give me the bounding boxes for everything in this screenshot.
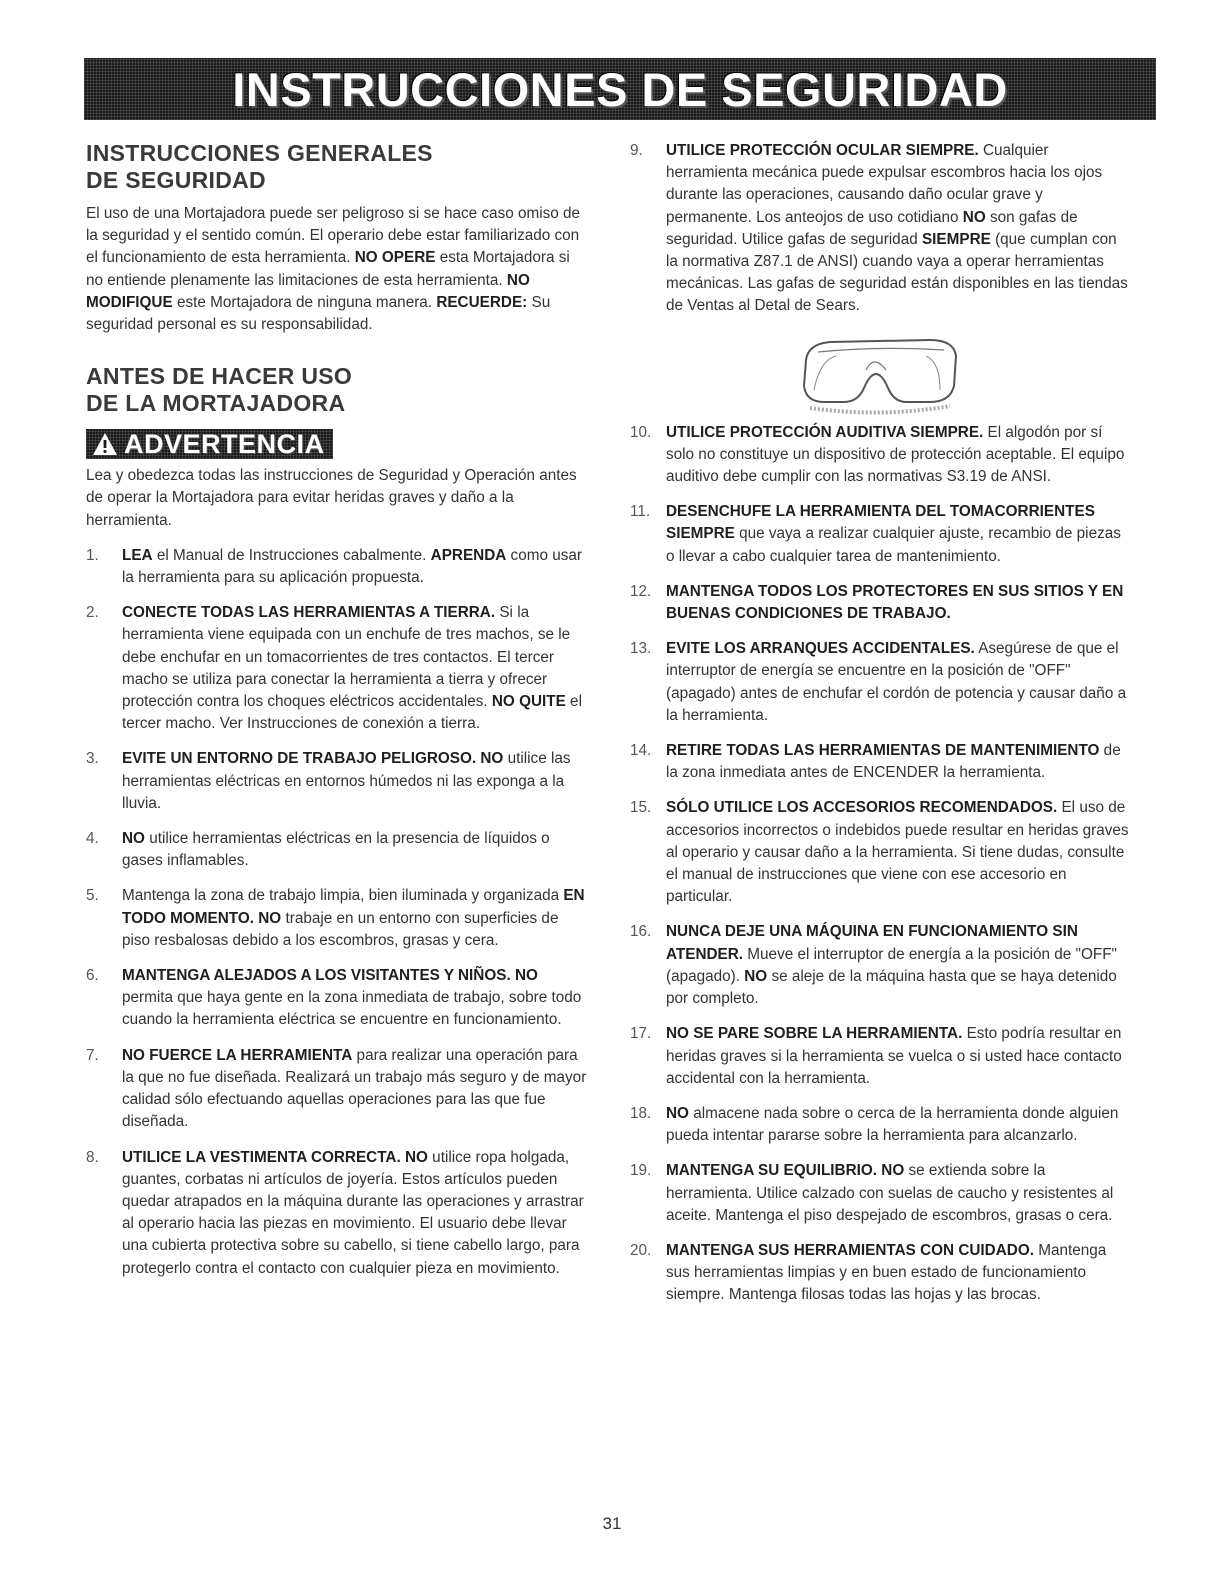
item-bold-text: NO bbox=[962, 208, 986, 226]
item-bold-text: LEA bbox=[122, 546, 153, 564]
item-number: 13. bbox=[630, 640, 652, 658]
item-bold-text: NO bbox=[666, 1104, 689, 1122]
item-plain-text: El uso de accesorios incorrectos o indebidos puede resultar en heridas graves al operario y causar daño a la herramienta. Si tiene dudas, consulte el manual de instrucciones que viene con ese accesorio en particular. bbox=[666, 799, 1129, 906]
item-number: 9. bbox=[630, 142, 643, 159]
item-bold-text: EVITE LOS ARRANQUES ACCIDENTALES. bbox=[666, 640, 975, 658]
item-bold-text: SIEMPRE bbox=[921, 230, 991, 248]
safety-list-left bbox=[86, 545, 590, 1280]
banner-title: INSTRUCCIONES DE SEGURIDAD bbox=[232, 62, 1008, 116]
item-text bbox=[666, 638, 1130, 727]
item-plain-text: Asegúrese de que el interruptor de energía se encuentre en la posición de "OFF" (apagado) antes de enchufar el cordón de potencia y causar daño a la herramienta. bbox=[666, 640, 1127, 724]
item-plain-text: utilice herramientas eléctricas en la presencia de líquidos o gases inflamables. bbox=[122, 830, 550, 870]
item-bold-text: RETIRE TODAS LAS HERRAMIENTAS DE MANTENIMIENTO bbox=[666, 742, 1100, 760]
left-column bbox=[86, 140, 590, 1280]
item-plain-text: almacene nada sobre o cerca de la herramienta donde alguien pueda intentar pararse sobre la herramienta para alcanzarlo. bbox=[666, 1104, 1119, 1145]
item-bold-text: DESENCHUFE LA HERRAMIENTA DEL TOMACORRIENTES SIEMPRE bbox=[666, 503, 1095, 543]
item-text bbox=[666, 1240, 1130, 1307]
item-number: 19. bbox=[630, 1162, 652, 1180]
item-plain-text: son gafas de seguridad. Utilice gafas de seguridad bbox=[666, 208, 1078, 248]
item-text bbox=[666, 1160, 1130, 1227]
item-text bbox=[666, 921, 1130, 1010]
item-plain-text: El algodón por sí solo no constituye un dispositivo de protección aceptable. El equipo auditivo debe cumplir con las normativas S3.19 de ANSI. bbox=[666, 423, 1125, 486]
safety-list-right-bottom bbox=[630, 422, 1130, 1307]
safety-item bbox=[630, 797, 1130, 908]
warning-label: ADVERTENCIA bbox=[124, 428, 325, 459]
safety-item bbox=[86, 748, 590, 815]
warning-banner bbox=[86, 429, 333, 459]
item-bold-text: NO bbox=[122, 830, 145, 848]
safety-item bbox=[86, 1045, 590, 1134]
safety-list-right-top bbox=[630, 140, 1130, 318]
item-plain-text: Esto podría resultar en heridas graves si la herramienta se vuelca o si usted hace contacto accidental con la herramienta. bbox=[666, 1025, 1122, 1087]
item-number: 4. bbox=[86, 830, 99, 848]
safety-item bbox=[630, 501, 1130, 568]
item-number: 14. bbox=[630, 742, 652, 760]
safety-item bbox=[630, 1023, 1130, 1090]
item-plain-text: como usar la herramienta para su aplicación propuesta. bbox=[122, 546, 582, 587]
item-text bbox=[122, 748, 590, 815]
item-plain-text: (que cumplan con la normativa Z87.1 de ANSI) cuando vaya a operar herramientas mecánicas. Las gafas de seguridad están disponibles en las tiendas de Ventas al Detal de Sears. bbox=[666, 230, 1128, 315]
item-plain-text: trabaje en un entorno con superficies de piso resbalosas debido a los escombros, grasas y cera. bbox=[122, 909, 559, 949]
item-text bbox=[122, 828, 590, 872]
item-plain-text: Mueve el interruptor de energía a la posición de "OFF" (apagado). bbox=[666, 945, 1117, 985]
item-bold-text: NO QUITE bbox=[491, 693, 566, 711]
item-text bbox=[666, 1023, 1130, 1090]
item-plain-text: se extienda sobre la herramienta. Utilice calzado con suelas de caucho y resistentes al aceite. Mantenga el piso despejado de escombros, grasas o cera. bbox=[666, 1162, 1114, 1224]
item-number: 8. bbox=[86, 1148, 99, 1166]
safety-item bbox=[630, 1103, 1130, 1147]
item-number: 17. bbox=[630, 1025, 652, 1043]
item-plain-text: de la zona inmediata antes de ENCENDER la herramienta. bbox=[666, 742, 1121, 782]
item-plain-text: Mantenga la zona de trabajo limpia, bien iluminada y organizada bbox=[122, 887, 564, 905]
item-text bbox=[122, 602, 590, 735]
item-bold-text: NO FUERCE LA HERRAMIENTA bbox=[122, 1046, 353, 1064]
safety-item bbox=[630, 422, 1130, 489]
general-safety-paragraph: El uso de una Mortajadora puede ser peligroso si se hace caso omiso de la seguridad y el sentido común. El operario debe estar familiarizado con el funcionamiento de esta herramienta. NO OPERE esta Mortajadora si no entiende plenamente las limitaciones de esta herramienta. NO MODIFIQUE este Mortajadora de ninguna manera. RECUERDE: Su seguridad personal es su responsabilidad. bbox=[86, 205, 581, 334]
item-plain-text: que vaya a realizar cualquier ajuste, recambio de piezas o llevar a cabo cualquier tarea de mantenimiento. bbox=[666, 525, 1121, 565]
item-plain-text: Mantenga sus herramientas limpias y en buen estado de funcionamiento siempre. Mantenga filosas todas las hojas y las brocas. bbox=[666, 1241, 1107, 1304]
item-bold-text: UTILICE PROTECCIÓN OCULAR SIEMPRE. bbox=[666, 142, 979, 159]
item-plain-text: Si la herramienta viene equipada con un enchufe de tres machos, se le debe enchufar en un tomacorrientes de tres contactos. El tercer macho se utiliza para conectar la herramienta a tierra y ofrecer protección contra los choques eléctricos accidentales. bbox=[122, 604, 571, 711]
item-bold-text: CONECTE TODAS LAS HERRAMIENTAS A TIERRA. bbox=[122, 604, 496, 622]
safety-item bbox=[630, 638, 1130, 727]
safety-goggles-icon bbox=[790, 330, 970, 418]
safety-item bbox=[86, 1147, 590, 1280]
item-plain-text: utilice ropa holgada, guantes, corbatas ni artículos de joyería. Estos artículos pueden quedar atrapados en la máquina durante las operaciones y arrastrar al operario hacia las piezas en movimiento. El usuario debe llevar una cubierta protectiva sobre su cabello, si tiene cabello largo, para protegerlo contra el contacto con cualquier pieza en movimiento. bbox=[122, 1148, 584, 1277]
item-bold-text: MANTENGA SUS HERRAMIENTAS CON CUIDADO. bbox=[666, 1241, 1034, 1259]
item-text bbox=[122, 1045, 590, 1134]
safety-item bbox=[630, 740, 1130, 784]
item-bold-text: EN TODO MOMENTO. NO bbox=[122, 887, 585, 927]
item-bold-text: UTILICE LA VESTIMENTA CORRECTA. NO bbox=[122, 1148, 428, 1166]
before-use-heading: ANTES DE HACER USO DE LA MORTAJADORA bbox=[86, 363, 353, 417]
item-bold-text: MANTENGA SU EQUILIBRIO. NO bbox=[666, 1162, 905, 1180]
item-text bbox=[122, 545, 590, 589]
item-text bbox=[666, 1103, 1130, 1147]
item-number: 1. bbox=[86, 546, 99, 564]
safety-item bbox=[86, 828, 590, 872]
safety-item bbox=[630, 140, 1130, 318]
item-bold-text: APRENDA bbox=[430, 546, 507, 564]
item-number: 10. bbox=[630, 423, 652, 441]
general-safety-heading: INSTRUCCIONES GENERALES DE SEGURIDAD bbox=[86, 140, 433, 193]
right-column bbox=[630, 140, 1130, 1307]
item-number: 11. bbox=[630, 503, 651, 521]
item-number: 2. bbox=[86, 604, 99, 622]
safety-item bbox=[86, 602, 590, 735]
warning-triangle-icon bbox=[92, 432, 118, 456]
item-number: 7. bbox=[86, 1046, 99, 1064]
page-number: 31 bbox=[602, 1514, 622, 1533]
item-bold-text: NO SE PARE SOBRE LA HERRAMIENTA. bbox=[666, 1025, 963, 1043]
item-number: 3. bbox=[86, 750, 99, 768]
item-text bbox=[666, 581, 1130, 625]
item-plain-text: utilice las herramientas eléctricas en entornos húmedos ni las exponga a la lluvia. bbox=[122, 750, 571, 812]
item-text bbox=[666, 740, 1130, 784]
item-plain-text: el Manual de Instrucciones cabalmente. bbox=[152, 546, 431, 564]
safety-item bbox=[630, 1160, 1130, 1227]
item-number: 18. bbox=[630, 1104, 652, 1122]
item-bold-text: MANTENGA TODOS LOS PROTECTORES EN SUS SITIOS Y EN BUENAS CONDICIONES DE TRABAJO. bbox=[666, 582, 1124, 623]
item-bold-text: NO bbox=[744, 967, 768, 985]
item-plain-text: el tercer macho. Ver Instrucciones de conexión a tierra. bbox=[122, 693, 582, 733]
item-plain-text: Cualquier herramienta mecánica puede expulsar escombros hacia los ojos durante las operaciones, causando daño ocular grave y permanente. Los anteojos de uso cotidiano bbox=[666, 142, 1103, 226]
item-text bbox=[122, 1147, 590, 1280]
item-text bbox=[122, 965, 590, 1032]
item-bold-text: EVITE UN ENTORNO DE TRABAJO PELIGROSO. NO bbox=[122, 750, 504, 768]
item-text bbox=[666, 140, 1130, 318]
item-plain-text: permita que haya gente en la zona inmediata de trabajo, sobre todo cuando la herramienta eléctrica se encuentre en funcionamiento. bbox=[122, 989, 582, 1029]
item-number: 20. bbox=[630, 1241, 652, 1259]
item-number: 12. bbox=[630, 582, 652, 600]
item-bold-text: NUNCA DEJE UNA MÁQUINA EN FUNCIONAMIENTO SIN ATENDER. bbox=[666, 923, 1078, 963]
safety-item bbox=[86, 965, 590, 1032]
safety-item bbox=[630, 921, 1130, 1010]
safety-item bbox=[630, 581, 1130, 625]
item-number: 5. bbox=[86, 887, 99, 905]
safety-item bbox=[630, 1240, 1130, 1307]
item-text bbox=[666, 422, 1130, 489]
item-number: 6. bbox=[86, 967, 99, 985]
item-text bbox=[666, 797, 1130, 908]
title-banner bbox=[84, 58, 1156, 120]
safety-item bbox=[86, 885, 590, 952]
item-number: 15. bbox=[630, 799, 652, 817]
safety-goggles-illustration bbox=[630, 330, 1130, 418]
item-plain-text: para realizar una operación para la que no fue diseñada. Realizará un trabajo más seguro y de mayor calidad sólo efectuando aquellas operaciones para las que fue diseñada. bbox=[122, 1046, 587, 1131]
item-plain-text: se aleje de la máquina hasta que se haya detenido por completo. bbox=[666, 967, 1117, 1008]
item-text bbox=[666, 501, 1130, 568]
item-number: 16. bbox=[630, 923, 652, 941]
safety-item bbox=[86, 545, 590, 589]
item-bold-text: MANTENGA ALEJADOS A LOS VISITANTES Y NIÑOS. NO bbox=[122, 967, 538, 985]
item-text bbox=[122, 885, 590, 952]
warning-text: Lea y obedezca todas las instrucciones de Seguridad y Operación antes de operar la Mortajadora para evitar heridas graves y daño a la herramienta. bbox=[86, 467, 577, 529]
item-bold-text: UTILICE PROTECCIÓN AUDITIVA SIEMPRE. bbox=[666, 423, 984, 441]
item-bold-text: SÓLO UTILICE LOS ACCESORIOS RECOMENDADOS. bbox=[666, 799, 1058, 817]
